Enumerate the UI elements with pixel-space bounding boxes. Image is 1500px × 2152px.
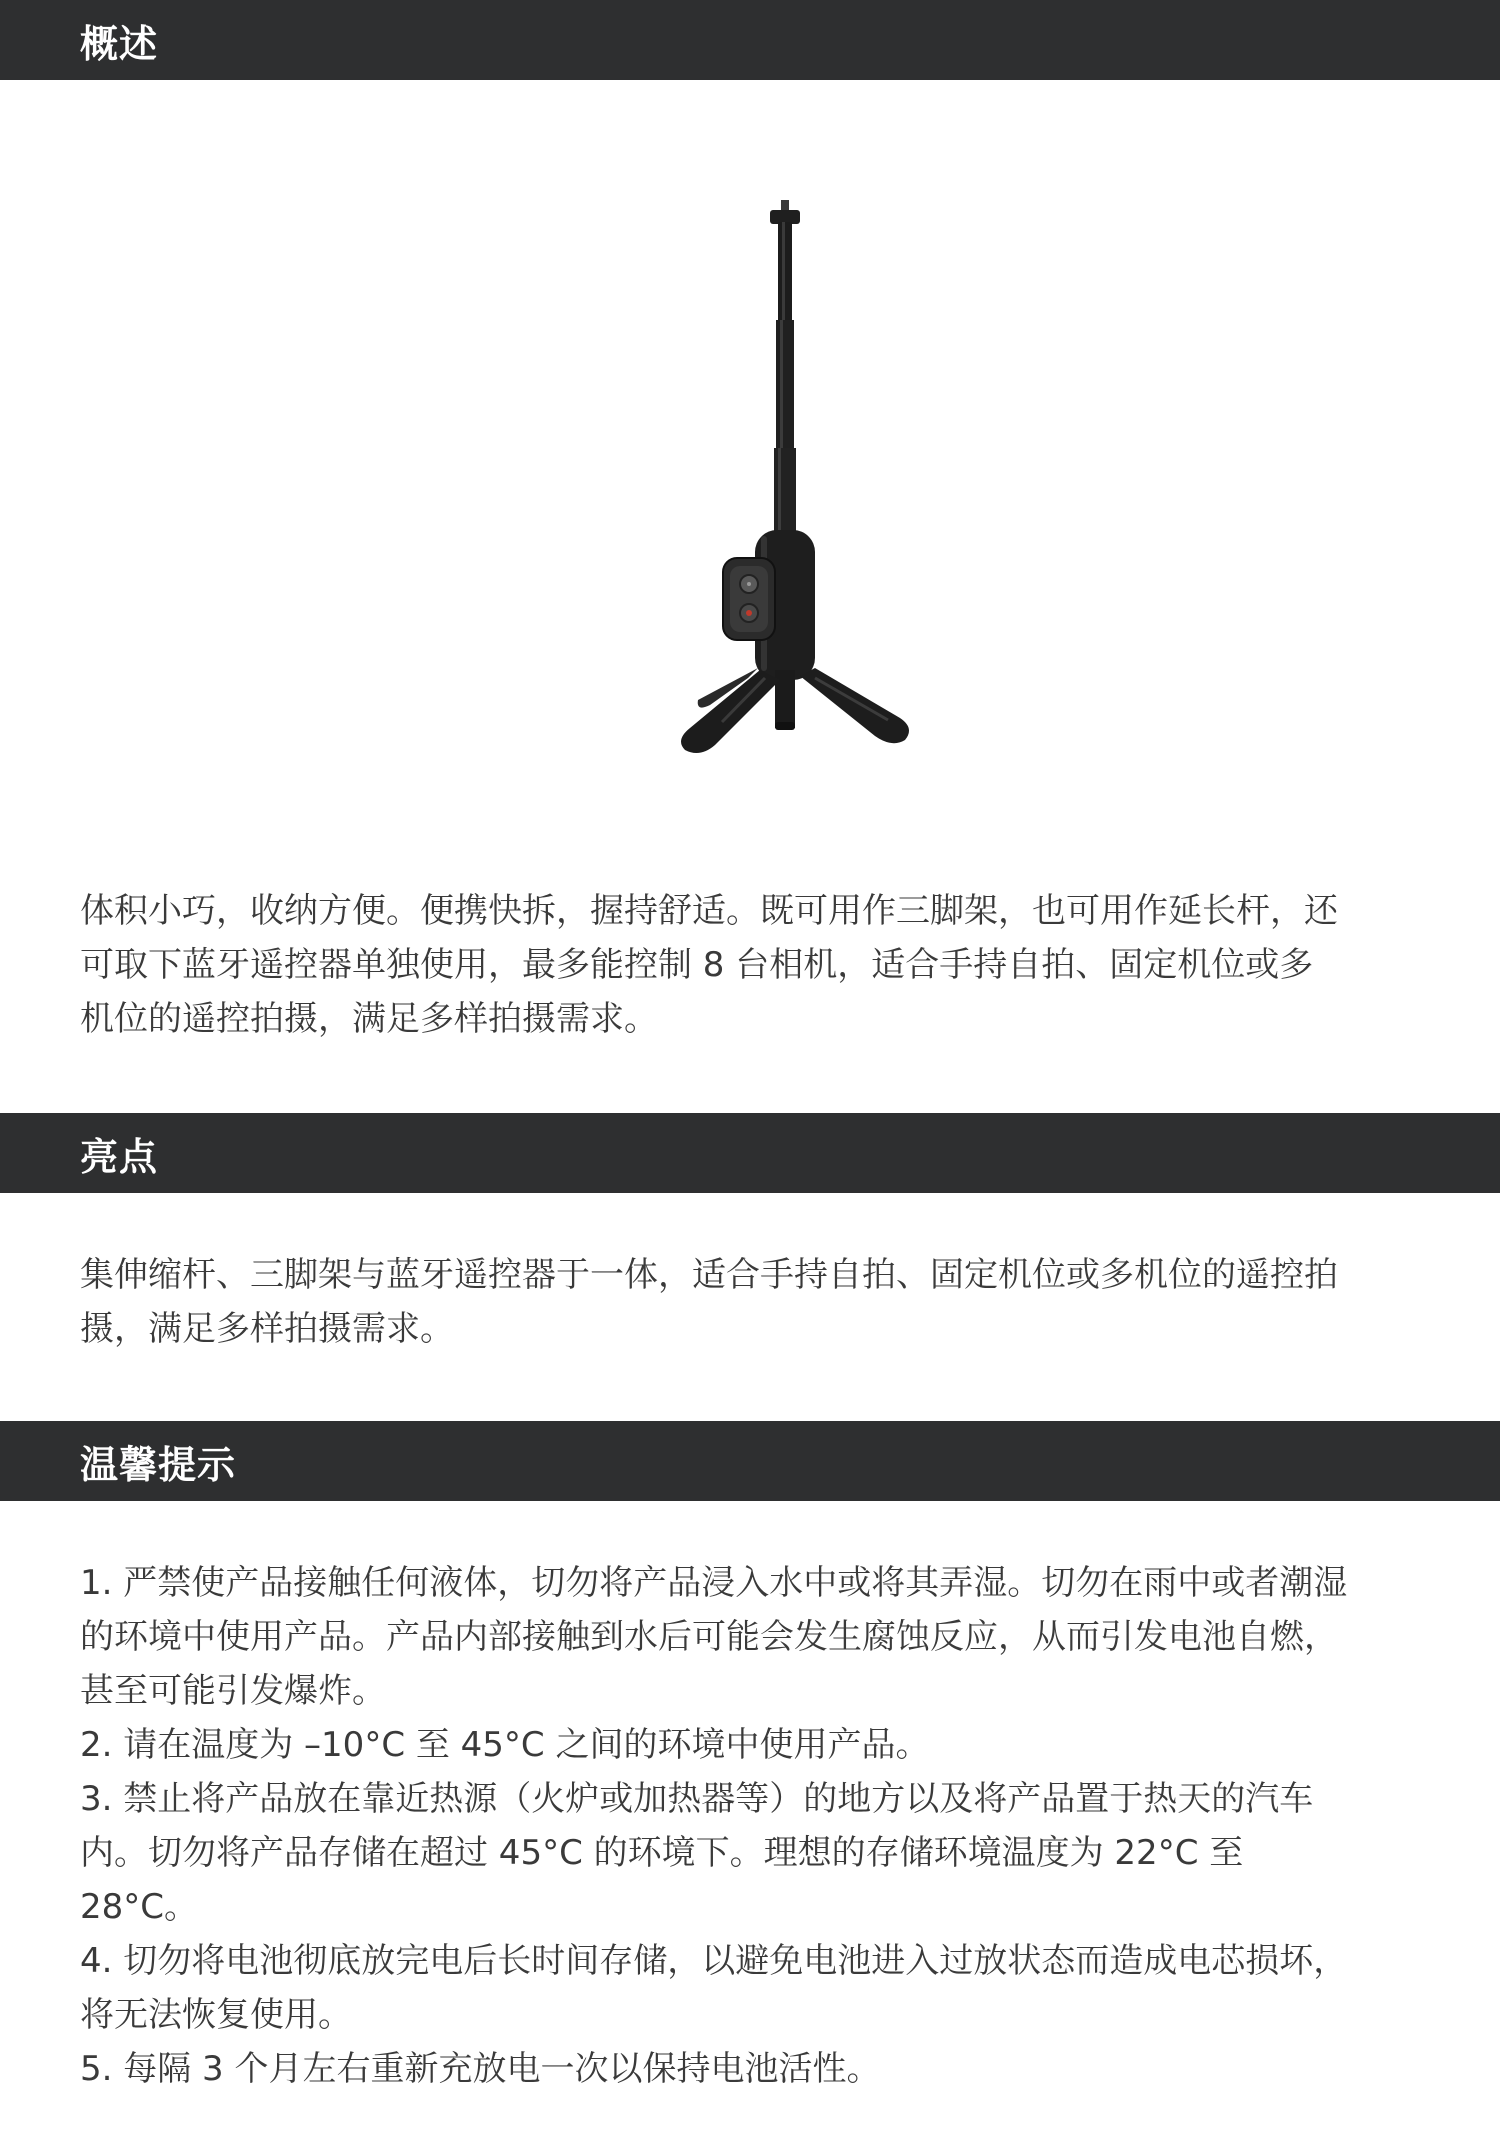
section-header-highlights — [0, 1113, 1500, 1193]
overview-line: 可取下蓝牙遥控器单独使用，最多能控制 8 台相机，适合手持自拍、固定机位或多 — [80, 945, 1314, 985]
highlights-description — [80, 1248, 1425, 1356]
tips-list — [80, 1556, 1425, 2096]
section-header-tips — [0, 1421, 1500, 1501]
section-title-highlights: 亮点 — [80, 1134, 159, 1179]
highlights-line: 集伸缩杆、三脚架与蓝牙遥控器于一体，适合手持自拍、固定机位或多机位的遥控拍 — [80, 1255, 1338, 1295]
section-title-overview: 概述 — [80, 21, 159, 66]
tips-line: 5. 每隔 3 个月左右重新充放电一次以保持电池活性。 — [80, 2049, 881, 2089]
tips-line: 的环境中使用产品。产品内部接触到水后可能会发生腐蚀反应，从而引发电池自燃， — [80, 1617, 1338, 1657]
section-header-overview — [0, 0, 1500, 80]
selfie-stick-tripod-image — [630, 200, 940, 760]
overview-line: 体积小巧，收纳方便。便携快拆，握持舒适。既可用作三脚架，也可用作延长杆，还 — [80, 891, 1338, 931]
tips-line: 4. 切勿将电池彻底放完电后长时间存储，以避免电池进入过放状态而造成电芯损坏， — [80, 1941, 1348, 1981]
tips-line: 甚至可能引发爆炸。 — [80, 1671, 386, 1711]
tips-line: 28°C。 — [80, 1887, 199, 1927]
section-title-tips: 温馨提示 — [80, 1442, 237, 1487]
highlights-line: 摄，满足多样拍摄需求。 — [80, 1309, 454, 1349]
overview-line: 机位的遥控拍摄，满足多样拍摄需求。 — [80, 999, 658, 1039]
overview-description — [80, 884, 1425, 1046]
tips-line: 1. 严禁使产品接触任何液体，切勿将产品浸入水中或将其弄湿。切勿在雨中或者潮湿 — [80, 1563, 1348, 1603]
tips-line: 2. 请在温度为 –10°C 至 45°C 之间的环境中使用产品。 — [80, 1725, 930, 1765]
tips-line: 内。切勿将产品存储在超过 45°C 的环境下。理想的存储环境温度为 22°C 至 — [80, 1833, 1244, 1873]
tips-line: 3. 禁止将产品放在靠近热源（火炉或加热器等）的地方以及将产品置于热天的汽车 — [80, 1779, 1314, 1819]
tips-line: 将无法恢复使用。 — [80, 1995, 352, 2035]
